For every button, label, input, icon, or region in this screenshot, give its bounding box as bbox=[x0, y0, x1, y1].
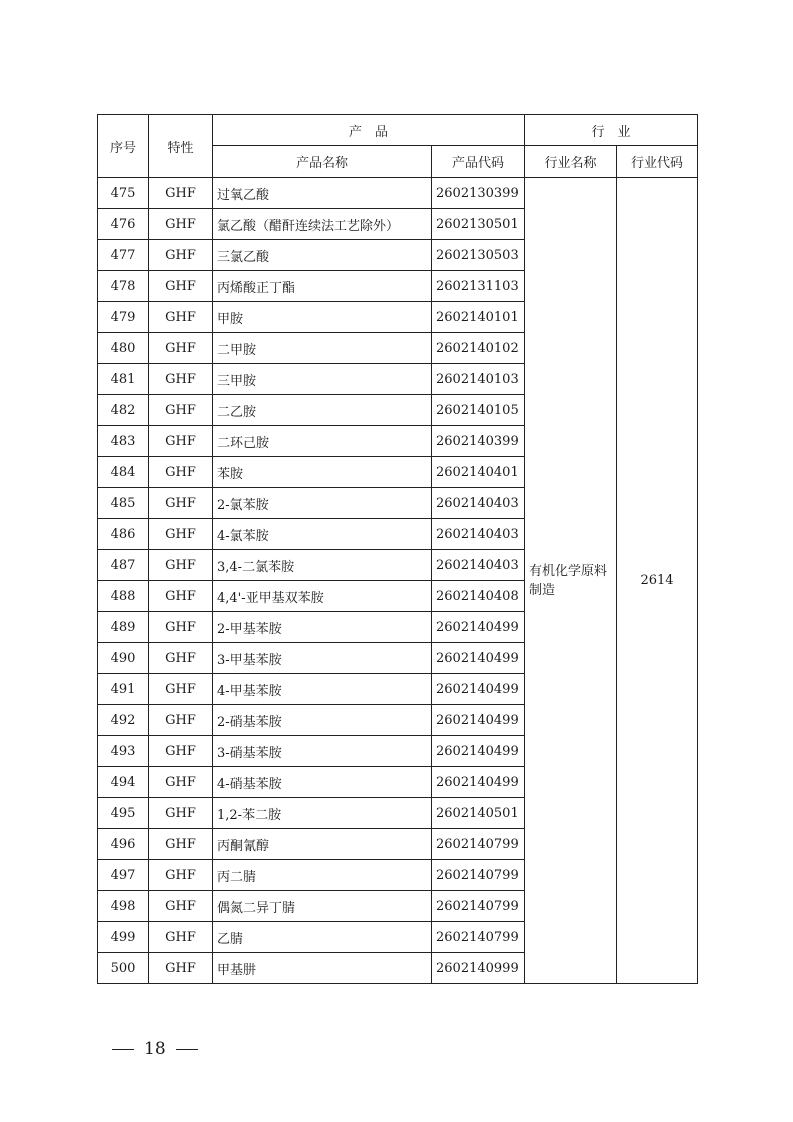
cell-product-name: 4-氯苯胺 bbox=[213, 519, 432, 550]
cell-product-code: 2602140799 bbox=[432, 829, 525, 860]
cell-product-name: 2-硝基苯胺 bbox=[213, 705, 432, 736]
cell-product-name: 丙二腈 bbox=[213, 860, 432, 891]
cell-attr: GHF bbox=[149, 953, 213, 984]
cell-product-name: 丙烯酸正丁酯 bbox=[213, 271, 432, 302]
cell-product-code: 2602130501 bbox=[432, 209, 525, 240]
cell-seq: 490 bbox=[98, 643, 149, 674]
cell-attr: GHF bbox=[149, 736, 213, 767]
cell-product-name: 过氧乙酸 bbox=[213, 178, 432, 209]
header-product-group: 产 品 bbox=[213, 115, 525, 146]
cell-industry-name: 有机化学原料制造 bbox=[525, 178, 617, 984]
header-industry-group: 行 业 bbox=[525, 115, 698, 146]
cell-attr: GHF bbox=[149, 705, 213, 736]
cell-seq: 483 bbox=[98, 426, 149, 457]
cell-seq: 488 bbox=[98, 581, 149, 612]
cell-seq: 492 bbox=[98, 705, 149, 736]
cell-seq: 496 bbox=[98, 829, 149, 860]
cell-seq: 499 bbox=[98, 922, 149, 953]
cell-seq: 482 bbox=[98, 395, 149, 426]
cell-product-code: 2602140499 bbox=[432, 736, 525, 767]
cell-product-code: 2602140799 bbox=[432, 860, 525, 891]
cell-seq: 494 bbox=[98, 767, 149, 798]
header-product-name: 产品名称 bbox=[213, 146, 432, 178]
cell-product-code: 2602140499 bbox=[432, 643, 525, 674]
cell-product-code: 2602131103 bbox=[432, 271, 525, 302]
cell-attr: GHF bbox=[149, 643, 213, 674]
cell-product-code: 2602140105 bbox=[432, 395, 525, 426]
cell-product-name: 二乙胺 bbox=[213, 395, 432, 426]
cell-seq: 480 bbox=[98, 333, 149, 364]
cell-seq: 479 bbox=[98, 302, 149, 333]
cell-attr: GHF bbox=[149, 922, 213, 953]
cell-product-code: 2602130503 bbox=[432, 240, 525, 271]
cell-seq: 495 bbox=[98, 798, 149, 829]
product-industry-table bbox=[97, 114, 698, 984]
cell-attr: GHF bbox=[149, 240, 213, 271]
cell-product-code: 2602140799 bbox=[432, 891, 525, 922]
cell-product-name: 4-硝基苯胺 bbox=[213, 767, 432, 798]
cell-seq: 491 bbox=[98, 674, 149, 705]
cell-seq: 500 bbox=[98, 953, 149, 984]
cell-product-code: 2602140399 bbox=[432, 426, 525, 457]
cell-product-code: 2602140401 bbox=[432, 457, 525, 488]
cell-seq: 498 bbox=[98, 891, 149, 922]
cell-product-name: 氯乙酸（醋酐连续法工艺除外） bbox=[213, 209, 432, 240]
cell-attr: GHF bbox=[149, 395, 213, 426]
cell-attr: GHF bbox=[149, 209, 213, 240]
cell-product-name: 乙腈 bbox=[213, 922, 432, 953]
cell-attr: GHF bbox=[149, 271, 213, 302]
cell-product-code: 2602140501 bbox=[432, 798, 525, 829]
cell-product-code: 2602140499 bbox=[432, 767, 525, 798]
cell-seq: 489 bbox=[98, 612, 149, 643]
cell-product-name: 3-甲基苯胺 bbox=[213, 643, 432, 674]
cell-product-name: 甲胺 bbox=[213, 302, 432, 333]
cell-attr: GHF bbox=[149, 829, 213, 860]
header-industry-code: 行业代码 bbox=[617, 146, 698, 178]
cell-product-name: 2-甲基苯胺 bbox=[213, 612, 432, 643]
cell-seq: 476 bbox=[98, 209, 149, 240]
header-product-code: 产品代码 bbox=[432, 146, 525, 178]
cell-product-code: 2602140499 bbox=[432, 612, 525, 643]
cell-product-name: 二甲胺 bbox=[213, 333, 432, 364]
cell-seq: 477 bbox=[98, 240, 149, 271]
cell-product-name: 2-氯苯胺 bbox=[213, 488, 432, 519]
cell-product-code: 2602140999 bbox=[432, 953, 525, 984]
cell-seq: 487 bbox=[98, 550, 149, 581]
footer-dash-right bbox=[176, 1049, 198, 1050]
cell-product-name: 4,4'-亚甲基双苯胺 bbox=[213, 581, 432, 612]
cell-product-code: 2602140499 bbox=[432, 674, 525, 705]
footer-dash-left bbox=[112, 1049, 134, 1050]
cell-product-code: 2602140403 bbox=[432, 488, 525, 519]
header-seq: 序号 bbox=[98, 115, 149, 178]
cell-attr: GHF bbox=[149, 178, 213, 209]
cell-product-code: 2602130399 bbox=[432, 178, 525, 209]
table-body bbox=[98, 178, 698, 984]
cell-product-code: 2602140101 bbox=[432, 302, 525, 333]
cell-seq: 478 bbox=[98, 271, 149, 302]
cell-product-code: 2602140799 bbox=[432, 922, 525, 953]
cell-attr: GHF bbox=[149, 798, 213, 829]
table-row bbox=[98, 178, 698, 209]
cell-product-name: 三甲胺 bbox=[213, 364, 432, 395]
cell-attr: GHF bbox=[149, 364, 213, 395]
cell-attr: GHF bbox=[149, 519, 213, 550]
cell-product-name: 三氯乙酸 bbox=[213, 240, 432, 271]
cell-product-name: 苯胺 bbox=[213, 457, 432, 488]
cell-seq: 486 bbox=[98, 519, 149, 550]
cell-product-code: 2602140103 bbox=[432, 364, 525, 395]
cell-attr: GHF bbox=[149, 891, 213, 922]
cell-product-code: 2602140403 bbox=[432, 519, 525, 550]
cell-attr: GHF bbox=[149, 550, 213, 581]
page-number: 18 bbox=[144, 1039, 166, 1059]
cell-attr: GHF bbox=[149, 488, 213, 519]
cell-product-name: 3-硝基苯胺 bbox=[213, 736, 432, 767]
cell-product-code: 2602140403 bbox=[432, 550, 525, 581]
cell-seq: 497 bbox=[98, 860, 149, 891]
cell-product-code: 2602140102 bbox=[432, 333, 525, 364]
cell-seq: 484 bbox=[98, 457, 149, 488]
cell-seq: 493 bbox=[98, 736, 149, 767]
cell-product-name: 甲基肼 bbox=[213, 953, 432, 984]
header-attr: 特性 bbox=[149, 115, 213, 178]
header-industry-name: 行业名称 bbox=[525, 146, 617, 178]
cell-product-code: 2602140499 bbox=[432, 705, 525, 736]
cell-attr: GHF bbox=[149, 581, 213, 612]
cell-product-name: 二环己胺 bbox=[213, 426, 432, 457]
cell-product-name: 偶氮二异丁腈 bbox=[213, 891, 432, 922]
cell-product-name: 1,2-苯二胺 bbox=[213, 798, 432, 829]
cell-attr: GHF bbox=[149, 302, 213, 333]
page-footer bbox=[102, 1039, 208, 1059]
cell-seq: 481 bbox=[98, 364, 149, 395]
cell-attr: GHF bbox=[149, 674, 213, 705]
cell-attr: GHF bbox=[149, 457, 213, 488]
cell-attr: GHF bbox=[149, 767, 213, 798]
cell-product-name: 4-甲基苯胺 bbox=[213, 674, 432, 705]
cell-seq: 485 bbox=[98, 488, 149, 519]
cell-attr: GHF bbox=[149, 612, 213, 643]
cell-attr: GHF bbox=[149, 426, 213, 457]
cell-attr: GHF bbox=[149, 860, 213, 891]
cell-product-name: 丙酮氰醇 bbox=[213, 829, 432, 860]
cell-seq: 475 bbox=[98, 178, 149, 209]
cell-attr: GHF bbox=[149, 333, 213, 364]
cell-product-code: 2602140408 bbox=[432, 581, 525, 612]
cell-industry-code: 2614 bbox=[617, 178, 698, 984]
cell-product-name: 3,4-二氯苯胺 bbox=[213, 550, 432, 581]
header-row-1 bbox=[98, 115, 698, 146]
